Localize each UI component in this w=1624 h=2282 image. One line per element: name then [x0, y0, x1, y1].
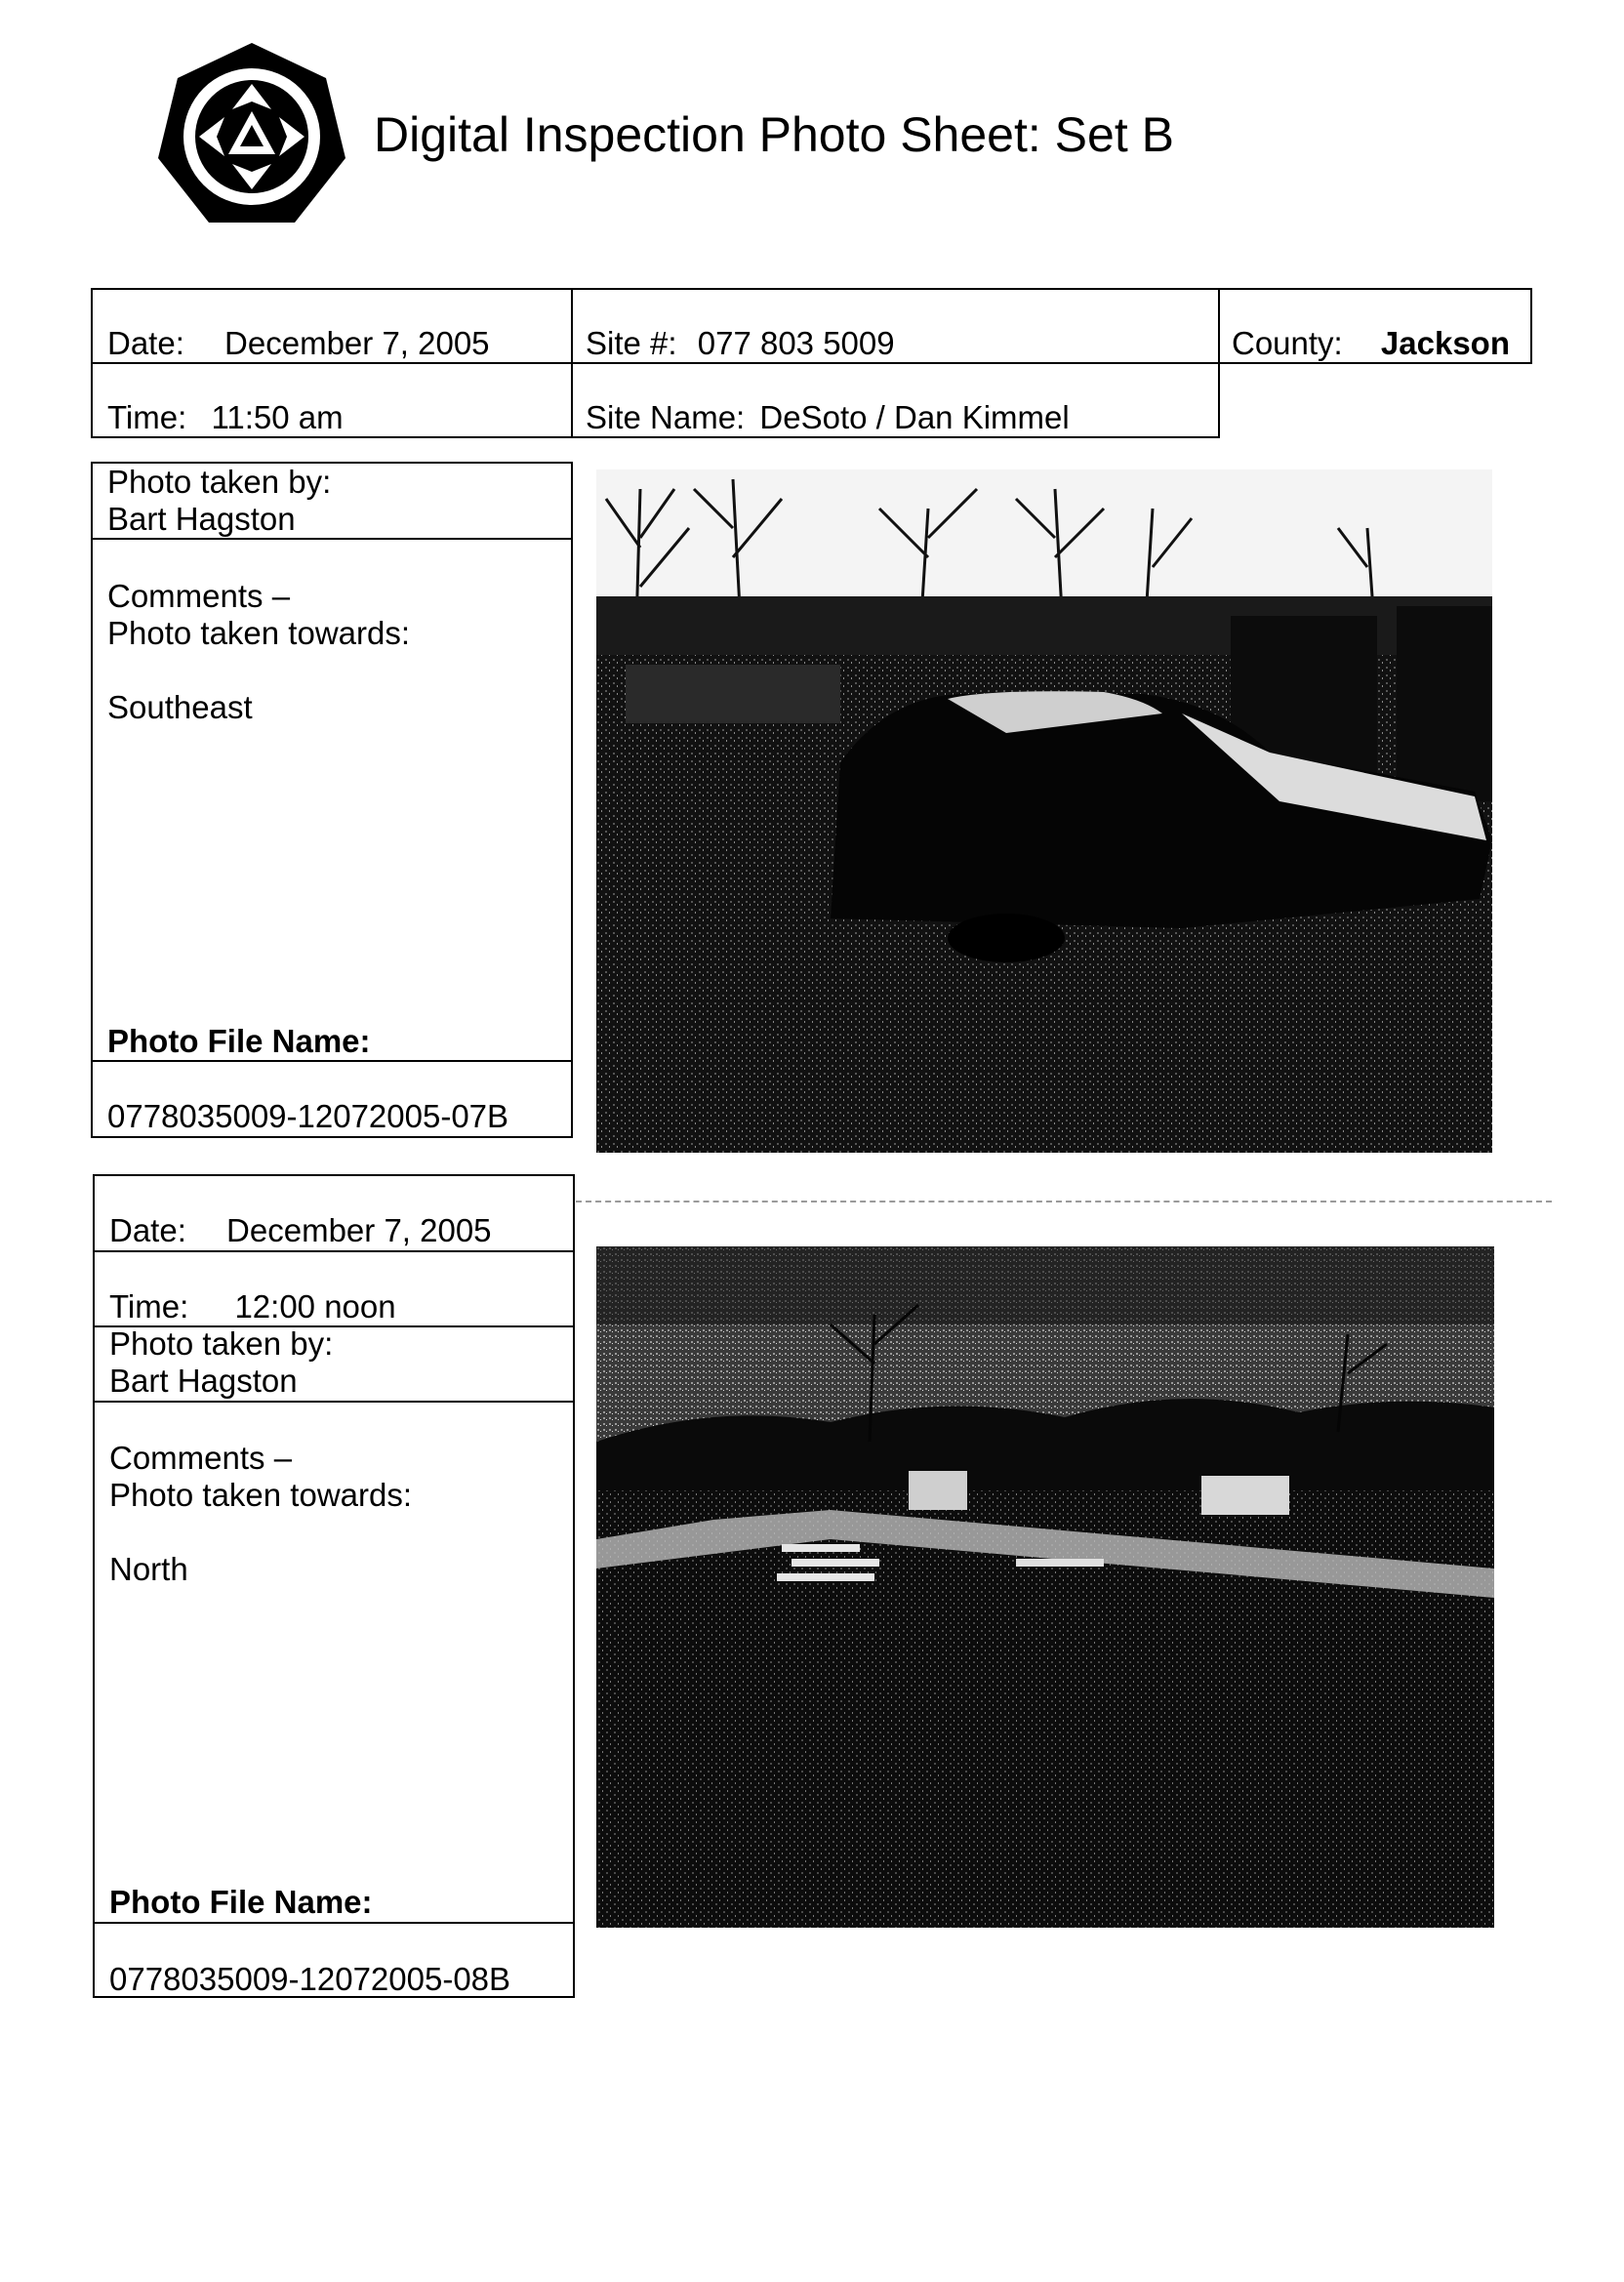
photo2-time-label: Time:	[109, 1288, 189, 1324]
photo1-comments-label: Comments –	[107, 578, 291, 614]
site-name-value: DeSoto / Dan Kimmel	[759, 399, 1070, 435]
photo2-direction: North	[109, 1551, 188, 1587]
photo2-file-name-value: 0778035009-12072005-08B	[109, 1961, 511, 1997]
photo1-taken-by-value: Bart Hagston	[107, 501, 296, 537]
photo1-file-name-value: 0778035009-12072005-07B	[107, 1098, 509, 1134]
photo2-comments-label: Comments –	[109, 1440, 293, 1476]
agency-logo	[156, 41, 347, 232]
photo2-date-label: Date:	[109, 1212, 186, 1248]
photo2-towards-label: Photo taken towards:	[109, 1477, 413, 1513]
site-number-label: Site #:	[586, 325, 677, 361]
car-scene-graphic	[596, 469, 1492, 1153]
page-title: Digital Inspection Photo Sheet: Set B	[374, 107, 1174, 162]
photo2-date-field	[109, 1212, 492, 1249]
photo2-image	[596, 1246, 1494, 1928]
date-label: Date:	[107, 325, 184, 361]
date-value: December 7, 2005	[224, 325, 490, 361]
date-field	[107, 325, 490, 362]
photo2-taken-by-label: Photo taken by:	[109, 1325, 334, 1362]
photo2-time-value: 12:00 noon	[234, 1288, 396, 1324]
time-value: 11:50 am	[211, 399, 344, 435]
photo2-file-name-label: Photo File Name:	[109, 1884, 373, 1920]
site-number-value: 077 803 5009	[697, 325, 895, 361]
site-number-field	[586, 325, 895, 362]
yard-scene-graphic	[596, 1246, 1494, 1928]
county-value: Jackson	[1380, 325, 1510, 361]
photo1-file-name-label: Photo File Name:	[107, 1023, 371, 1059]
separator-line	[576, 1201, 1552, 1202]
photo2-taken-by-value: Bart Hagston	[109, 1363, 298, 1399]
time-field	[107, 399, 344, 436]
photo2-date-value: December 7, 2005	[226, 1212, 492, 1248]
photo1-direction: Southeast	[107, 689, 253, 725]
site-name-label: Site Name:	[586, 399, 746, 435]
site-name-field	[586, 399, 1070, 436]
photo1-towards-label: Photo taken towards:	[107, 615, 411, 651]
county-label: County:	[1232, 325, 1343, 361]
time-label: Time:	[107, 399, 187, 435]
photo2-time-field	[109, 1288, 396, 1325]
photo1-taken-by-label: Photo taken by:	[107, 464, 332, 500]
photo1-image	[596, 469, 1492, 1153]
county-field	[1232, 325, 1510, 362]
